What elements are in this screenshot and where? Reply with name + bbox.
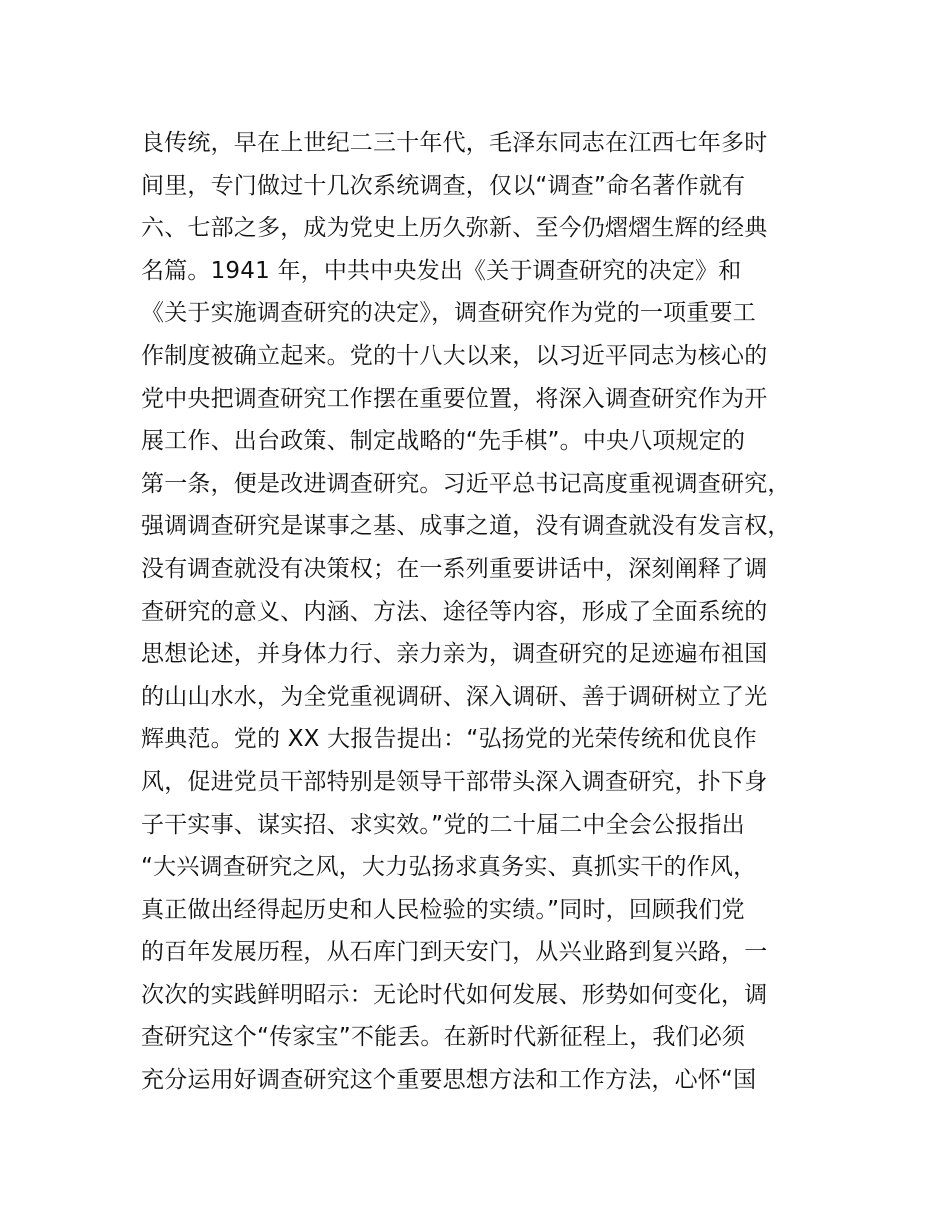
text-line: 思想论述，并身体力行、亲力亲为，调查研究的足迹遍布祖国: [141, 641, 768, 668]
text-line: 六、七部之多，成为党史上历久弥新、至今仍熠熠生辉的经典: [141, 215, 768, 242]
text-line: 的山山水水，为全党重视调研、深入调研、善于调研树立了光: [141, 683, 768, 710]
text-line: 次次的实践鲜明昭示：无论时代如何发展、形势如何变化，调: [141, 981, 768, 1008]
text-line: 的百年发展历程，从石库门到天安门，从兴业路到复兴路，一: [141, 939, 768, 966]
text-line: 作制度被确立起来。党的十八大以来，以习近平同志为核心的: [141, 342, 768, 369]
text-line: 子干实事、谋实招、求实效。”党的二十届二中全会公报指出: [141, 811, 745, 838]
text-line: 真正做出经得起历史和人民检验的实绩。”同时，回顾我们党: [141, 896, 745, 923]
text-line: 没有调查就没有决策权；在一系列重要讲话中，深刻阐释了调: [141, 555, 768, 582]
text-line: 强调调查研究是谋事之基、成事之道，没有调查就没有发言权，: [141, 513, 791, 540]
text-line: 良传统，早在上世纪二三十年代，毛泽东同志在江西七年多时: [141, 130, 768, 156]
body-paragraph: [141, 122, 841, 1102]
text-line: “大兴调查研究之风，大力弘扬求真务实、真抓实干的作风，: [141, 854, 757, 881]
text-line: 名篇。1941 年，中共中央发出《关于调查研究的决定》和: [141, 257, 742, 284]
text-line: 查研究的意义、内涵、方法、途径等内容，形成了全面系统的: [141, 598, 768, 625]
text-line: 充分运用好调查研究这个重要思想方法和工作方法，心怀“国: [141, 1067, 757, 1094]
text-line: 党中央把调查研究工作摆在重要位置，将深入调查研究作为开: [141, 385, 768, 412]
text-line: 辉典范。党的 XX 大报告提出：“弘扬党的光荣传统和优良作: [141, 726, 757, 753]
text-line: 展工作、出台政策、制定战略的“先手棋”。中央八项规定的: [141, 428, 746, 455]
text-line: 第一条，便是改进调查研究。习近平总书记高度重视调查研究，: [141, 470, 791, 497]
text-line: 《关于实施调查研究的决定》，调查研究作为党的一项重要工: [141, 300, 756, 327]
text-line: 间里，专门做过十几次系统调查，仅以“调查”命名著作就有: [141, 172, 746, 199]
text-line: 查研究这个“传家宝”不能丢。在新时代新征程上，我们必须: [141, 1024, 746, 1051]
text-line: 风，促进党员干部特别是领导干部带头深入调查研究，扑下身: [141, 768, 768, 795]
